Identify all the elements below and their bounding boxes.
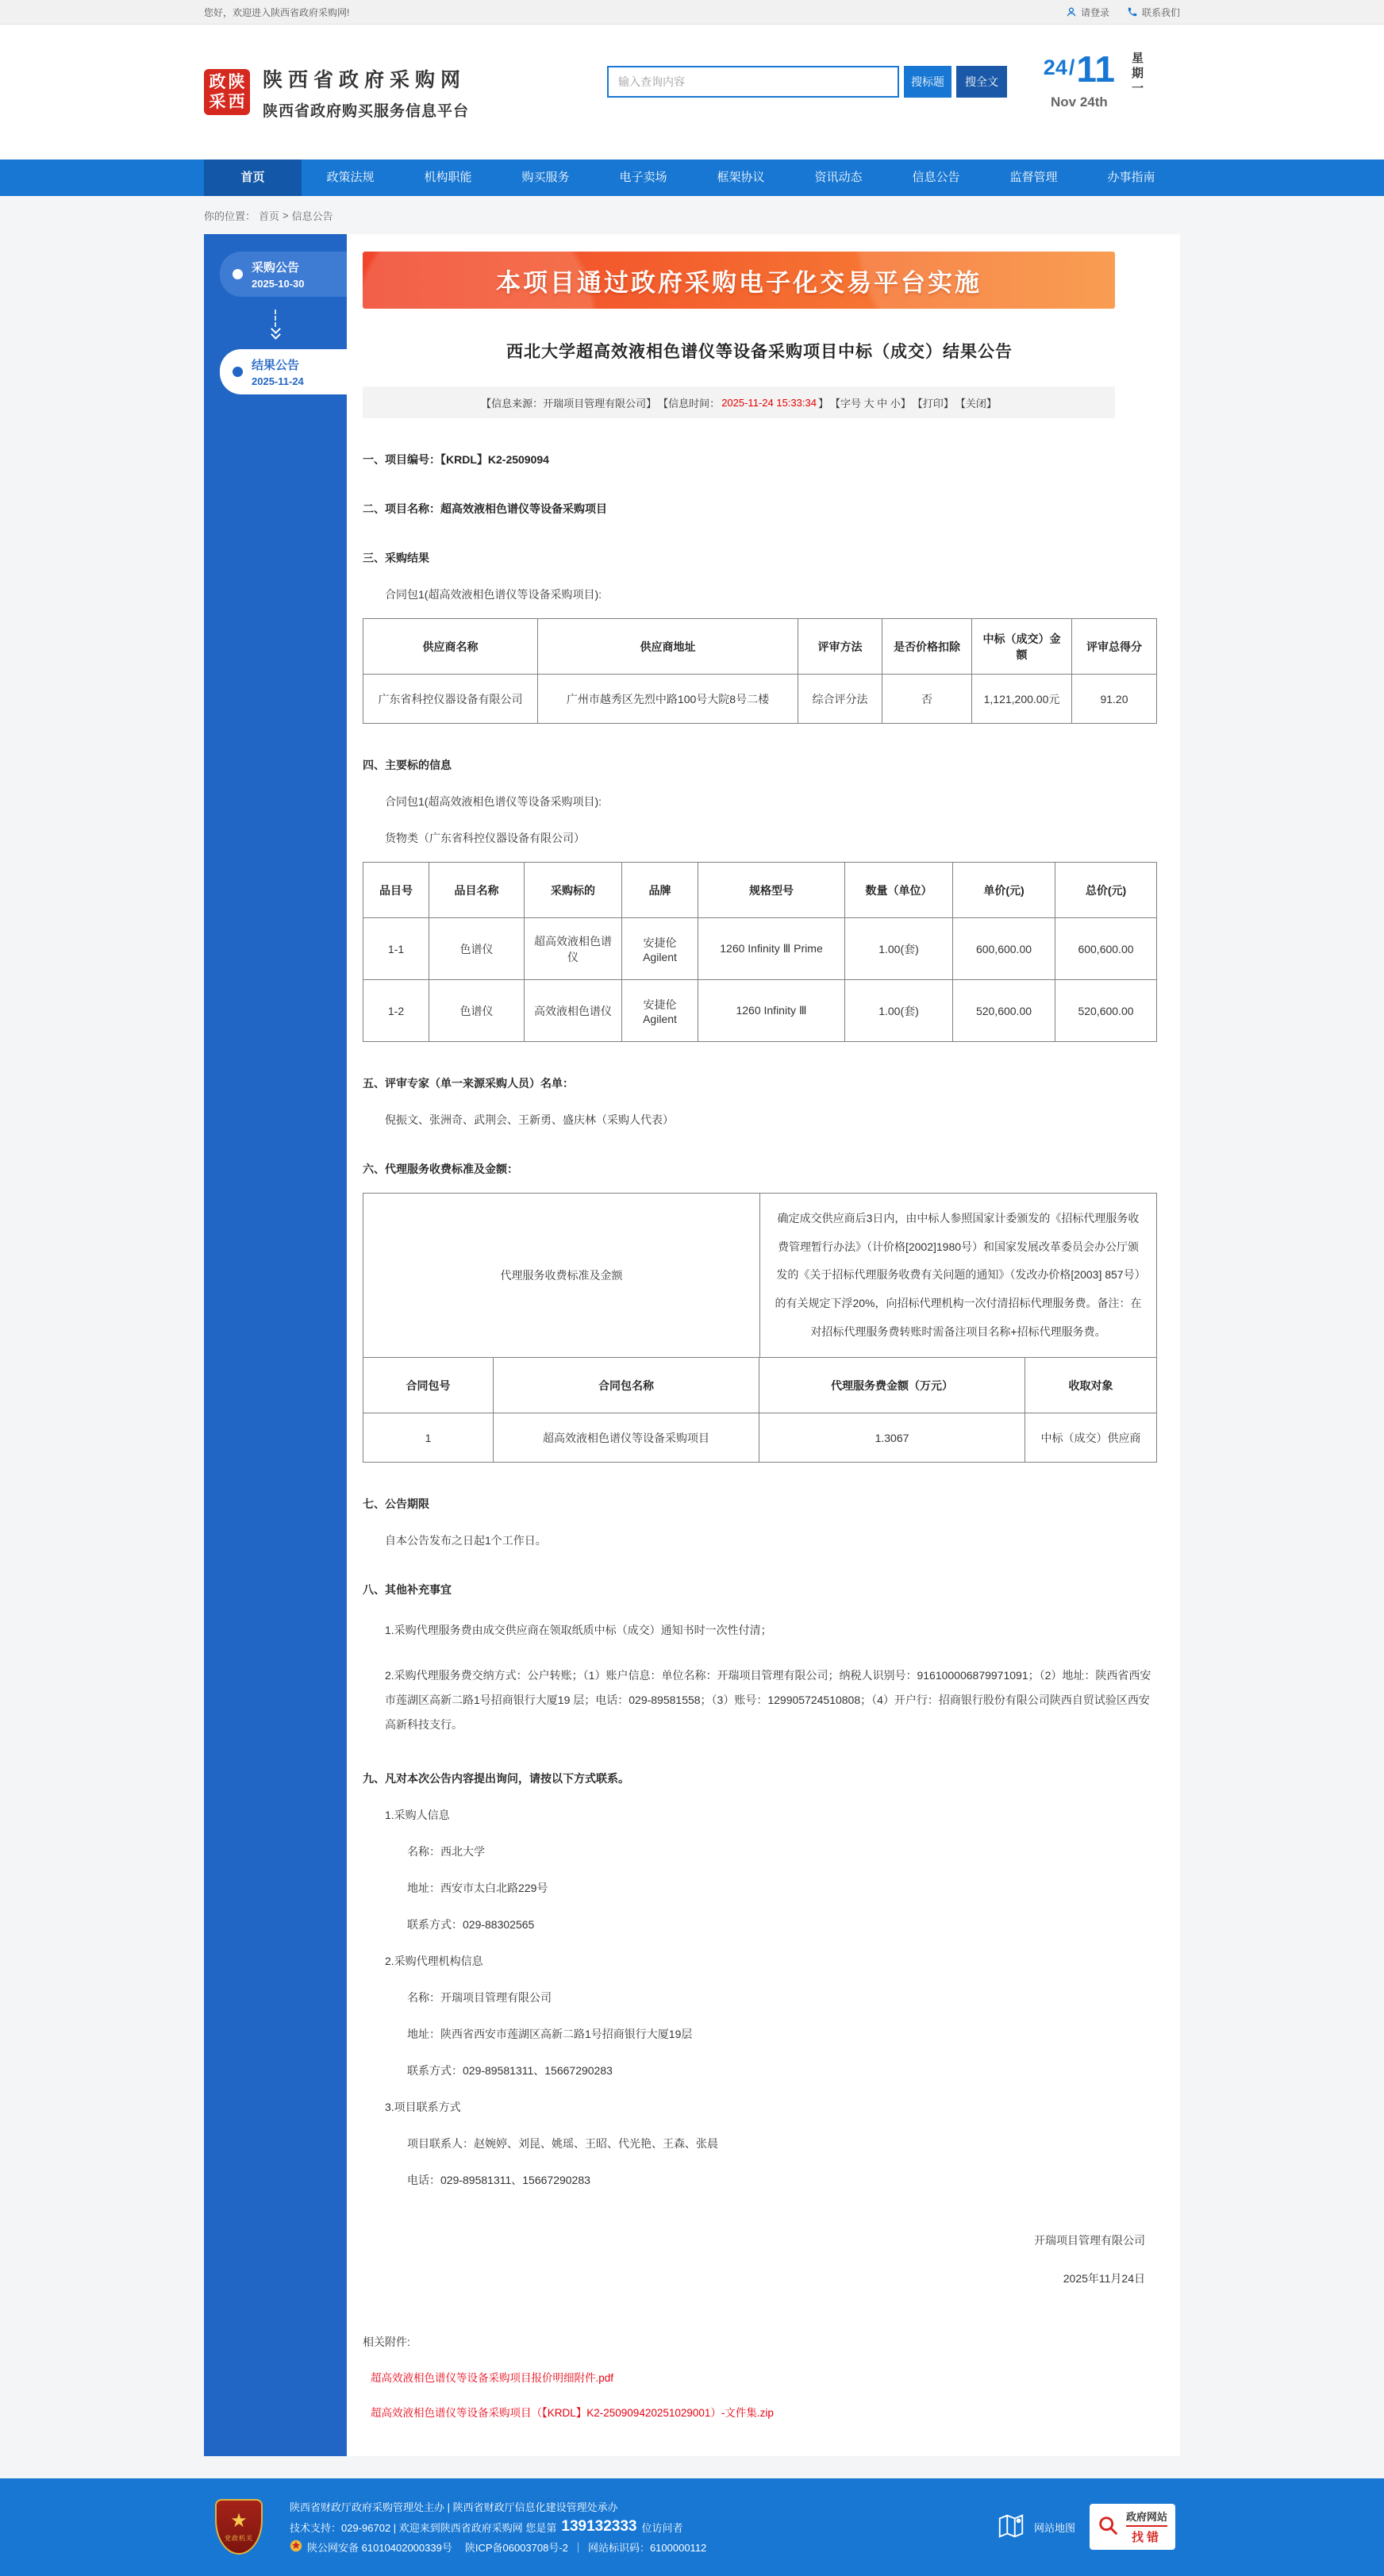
site-error-report-badge[interactable]: 政府网站 找错	[1090, 2504, 1175, 2550]
site-logo[interactable]: 政陕 采西	[204, 69, 250, 115]
timeline-item-procurement-announcement[interactable]: 采购公告 2025-10-30	[220, 252, 347, 297]
date-english: Nov 24th	[1051, 94, 1108, 110]
subject-category-label: 货物类（广东省科控仪器设备有限公司）	[385, 832, 585, 844]
signature-block	[363, 2232, 1156, 2286]
agent-address: 地址：陕西省西安市莲湖区高新二路1号招商银行大厦19层	[407, 2027, 693, 2040]
buyer-address: 地址：西安市太白北路229号	[407, 1881, 548, 1894]
page-title: 西北大学超高效液相色谱仪等设备采购项目中标（成交）结果公告	[506, 343, 1013, 361]
info-time-label: 【信息时间：	[658, 397, 721, 409]
main-nav	[0, 160, 1384, 196]
site-subtitle: 陕西省政府购买服务信息平台	[263, 102, 470, 120]
attachment-link-pdf[interactable]: 超高效液相色谱仪等设备采购项目报价明细附件.pdf	[371, 2371, 614, 2384]
timeline-dot	[233, 367, 243, 377]
section-experts-heading: 五、评审专家（单一来源采购人员）名单：	[363, 1077, 574, 1090]
site-header	[0, 25, 1384, 160]
icp-record-link[interactable]: 陕ICP备06003708号-2	[464, 2542, 568, 2555]
contact-link[interactable]: 联系我们	[1127, 6, 1180, 19]
nav-item-e-mall[interactable]: 电子卖场	[619, 171, 667, 184]
section-project-name: 二、项目名称：超高效液相色谱仪等设备采购项目	[363, 502, 607, 515]
project-contact-persons: 项目联系人：赵婉婷、刘昆、姚瑶、王昭、代光艳、王森、张晨	[407, 2136, 718, 2150]
result-package-label: 合同包1(超高效液相色谱仪等设备采购项目):	[385, 588, 602, 601]
user-icon	[1066, 6, 1077, 17]
supplementary-p1: 1.采购代理服务费由成交供应商在领取纸质中标（成交）通知书时一次性付清；	[385, 1624, 772, 1637]
nav-item-purchase-services[interactable]: 购买服务	[521, 171, 570, 184]
nav-item-supervision[interactable]: 监督管理	[1009, 171, 1058, 184]
breadcrumb: 你的位置： 首页 > 信息公告	[204, 209, 333, 222]
nav-item-functions[interactable]: 机构职能	[424, 171, 472, 184]
welcome-text: 您好，欢迎进入陕西省政府采购网!	[204, 6, 350, 18]
section-announcement-period-heading: 七、公告期限	[363, 1498, 429, 1511]
table-row: 1 超高效液相色谱仪等设备采购项目 1.3067 中标（成交）供应商	[363, 1413, 1157, 1463]
supplementary-p2: 2.采购代理服务费交纳方式：公户转账；（1）账户信息：单位名称：开瑞项目管理有限公司；纳税人识别号：916100006879971091；（2）地址：陕西省西安市莲湖区高新二路1号招商银行大厦19 层；电话：029-89581558；（3）账号：129905724510808；（4）开户行：招商银行股份有限公司陕西自贸试验区西安高新科技支行。	[385, 1669, 1151, 1731]
signature-org: 开瑞项目管理有限公司	[1034, 2233, 1145, 2247]
breadcrumb-current[interactable]: 信息公告	[291, 210, 333, 222]
font-size-control[interactable]: 【字号 大 中 小】	[829, 397, 911, 409]
nav-item-announcements[interactable]: 信息公告	[912, 171, 960, 184]
sitemap-link[interactable]: 网站地图	[996, 2511, 1075, 2543]
magnifier-icon	[1098, 2515, 1120, 2539]
announcement-article	[347, 234, 1180, 2456]
login-link[interactable]: 请登录	[1066, 6, 1109, 19]
agent-contact: 联系方式：029-89581311、15667290283	[407, 2063, 613, 2077]
project-contact-title: 3.项目联系方式	[385, 2100, 461, 2113]
items-table	[363, 862, 1157, 1042]
table-header-row: 合同包号 合同包名称 代理服务费金额（万元） 收取对象	[363, 1358, 1157, 1413]
table-row: 广东省科控仪器设备有限公司 广州市越秀区先烈中路100号大院8号二楼 综合评分法 否 1,121,200.00元 91.20	[363, 675, 1157, 724]
nav-item-news[interactable]: 资讯动态	[814, 171, 863, 184]
footer-organizer: 陕西省财政厅政府采购管理处主办 | 陕西省财政厅信息化建设管理处承办	[290, 2501, 618, 2514]
subject-package-label: 合同包1(超高效液相色谱仪等设备采购项目):	[385, 795, 602, 808]
section-project-number: 一、项目编号：【KRDL】K2-2509094	[363, 453, 549, 466]
search-input[interactable]	[607, 66, 899, 98]
attachments-section	[363, 2334, 1156, 2420]
fee-amount-table	[363, 1357, 1157, 1463]
agency-fee-table	[363, 1193, 1157, 1358]
info-source: 【信息来源：开瑞项目管理有限公司】	[481, 397, 657, 409]
fee-standard-description: 确定成交供应商后3日内，由中标人参照国家计委颁发的《招标代理服务收费管理暂行办法》（计价格[2002]1980号）和国家发展改革委员会办公厅颁发的《关于招标代理服务收费有关问题的通知》（发改办价格[2003] 857号）的有关规定下浮20%，向招标代理机构一次付清招标代理服务费。备注：在对招标代理服务费转账时需备注项目名称+招标代理服务费。	[760, 1194, 1157, 1358]
platform-banner: 本项目通过政府采购电子化交易平台实施	[363, 252, 1115, 309]
buyer-contact: 联系方式：029-88302565	[407, 1917, 535, 1931]
search-fulltext-button[interactable]: 搜全文	[956, 66, 1007, 98]
police-record-link[interactable]: 陕公网安备 61010402000339号	[307, 2542, 452, 2555]
announcement-period-body: 自本公告发布之日起1个工作日。	[385, 1534, 547, 1548]
section-result-heading: 三、采购结果	[363, 552, 429, 564]
section-subject-heading: 四、主要标的信息	[363, 759, 452, 771]
project-contact-phone: 电话：029-89581311、15667290283	[407, 2173, 590, 2186]
attachments-label: 相关附件:	[363, 2335, 410, 2348]
nav-item-home[interactable]: 首页	[204, 160, 302, 196]
government-emblem-icon: ★ 党政机关	[215, 2499, 263, 2555]
table-row	[363, 1194, 1157, 1358]
nav-item-framework[interactable]: 框架协议	[717, 171, 765, 184]
signature-date: 2025年11月24日	[1063, 2271, 1145, 2285]
buyer-name: 名称：西北大学	[407, 1844, 485, 1858]
table-row: 1-2 色谱仪 高效液相色谱仪 安捷伦 Agilent 1260 Infinity Ⅲ 1.00(套) 520,600.00 520,600.00	[363, 980, 1157, 1042]
expert-names: 倪振文、张洲奇、武荆会、王新勇、盛庆林（采购人代表）	[385, 1113, 674, 1126]
visitor-count: 139132333	[561, 2518, 637, 2536]
print-button[interactable]: 【打印】	[912, 397, 954, 409]
section-agency-fee-heading: 六、代理服务收费标准及金额：	[363, 1163, 518, 1175]
site-name: 陕西省政府采购网	[263, 68, 467, 91]
agent-info-title: 2.采购代理机构信息	[385, 1954, 483, 1967]
footer-support: 技术支持：029-96702 | 欢迎来到陕西省政府采购网 您是第	[290, 2521, 557, 2534]
table-header-row: 品目号 品目名称 采购标的 品牌 规格型号 数量（单位） 单价(元) 总价(元)	[363, 863, 1157, 918]
announcement-timeline	[204, 234, 347, 2456]
result-table	[363, 618, 1157, 724]
nav-item-policies[interactable]: 政策法规	[326, 171, 375, 184]
buyer-info-title: 1.采购人信息	[385, 1808, 450, 1821]
date-weekday: 星期一	[1130, 52, 1144, 97]
section-supplementary-heading: 八、其他补充事宜	[363, 1583, 452, 1597]
site-footer: ★ 党政机关 陕西省财政厅政府采购管理处主办 | 陕西省财政厅信息化建设管理处承办 技术支持：029-96702 | 欢迎来到陕西省政府采购网 您是第 139132333 位访问者 陕公网安备 61010402000339号 陕ICP备06003708号-2 ｜ 网站标识码：6100000112 网站地图 政府网站 找错	[0, 2478, 1384, 2576]
table-row: 1-1 色谱仪 超高效液相色谱仪 安捷伦 Agilent 1260 Infinity Ⅲ Prime 1.00(套) 600,600.00 600,600.00	[363, 918, 1157, 980]
nav-item-guide[interactable]: 办事指南	[1107, 171, 1155, 184]
security-badge-icon	[290, 2539, 302, 2555]
info-time-value: 2025-11-24 15:33:34	[721, 396, 817, 409]
breadcrumb-home[interactable]: 首页	[259, 210, 280, 222]
search-title-button[interactable]: 搜标题	[904, 66, 952, 98]
date-month: 11	[1076, 48, 1115, 90]
attachment-link-zip[interactable]: 超高效液相色谱仪等设备采购项目（【KRDL】K2-250909420251029001）-文件集.zip	[371, 2406, 774, 2419]
close-button[interactable]: 【关闭】	[955, 397, 997, 409]
article-info-bar: 【信息来源：开瑞项目管理有限公司】 【信息时间： 2025-11-24 15:33:34 】 【字号 大 中 小】 【打印】 【关闭】	[363, 386, 1115, 418]
timeline-item-result-announcement[interactable]: 结果公告 2025-11-24	[220, 349, 347, 394]
map-icon	[996, 2511, 1026, 2543]
section-contact-heading: 九、凡对本次公告内容提出询问，请按以下方式联系。	[363, 1771, 629, 1785]
date-widget: 24 / 11 Nov 24th 星期一	[1043, 48, 1144, 110]
search-bar	[607, 66, 1007, 98]
top-utility-bar	[0, 0, 1384, 25]
date-day: 24	[1043, 56, 1067, 79]
site-code: 网站标识码：6100000112	[587, 2542, 707, 2555]
timeline-arrow-icon	[204, 310, 347, 338]
table-header-row: 供应商名称 供应商地址 评审方法 是否价格扣除 中标（成交）金额 评审总得分	[363, 619, 1157, 675]
phone-icon	[1127, 6, 1138, 17]
fee-standard-label: 代理服务收费标准及金额	[363, 1194, 760, 1358]
timeline-dot	[233, 269, 243, 279]
agent-name: 名称：开瑞项目管理有限公司	[407, 1990, 552, 2004]
